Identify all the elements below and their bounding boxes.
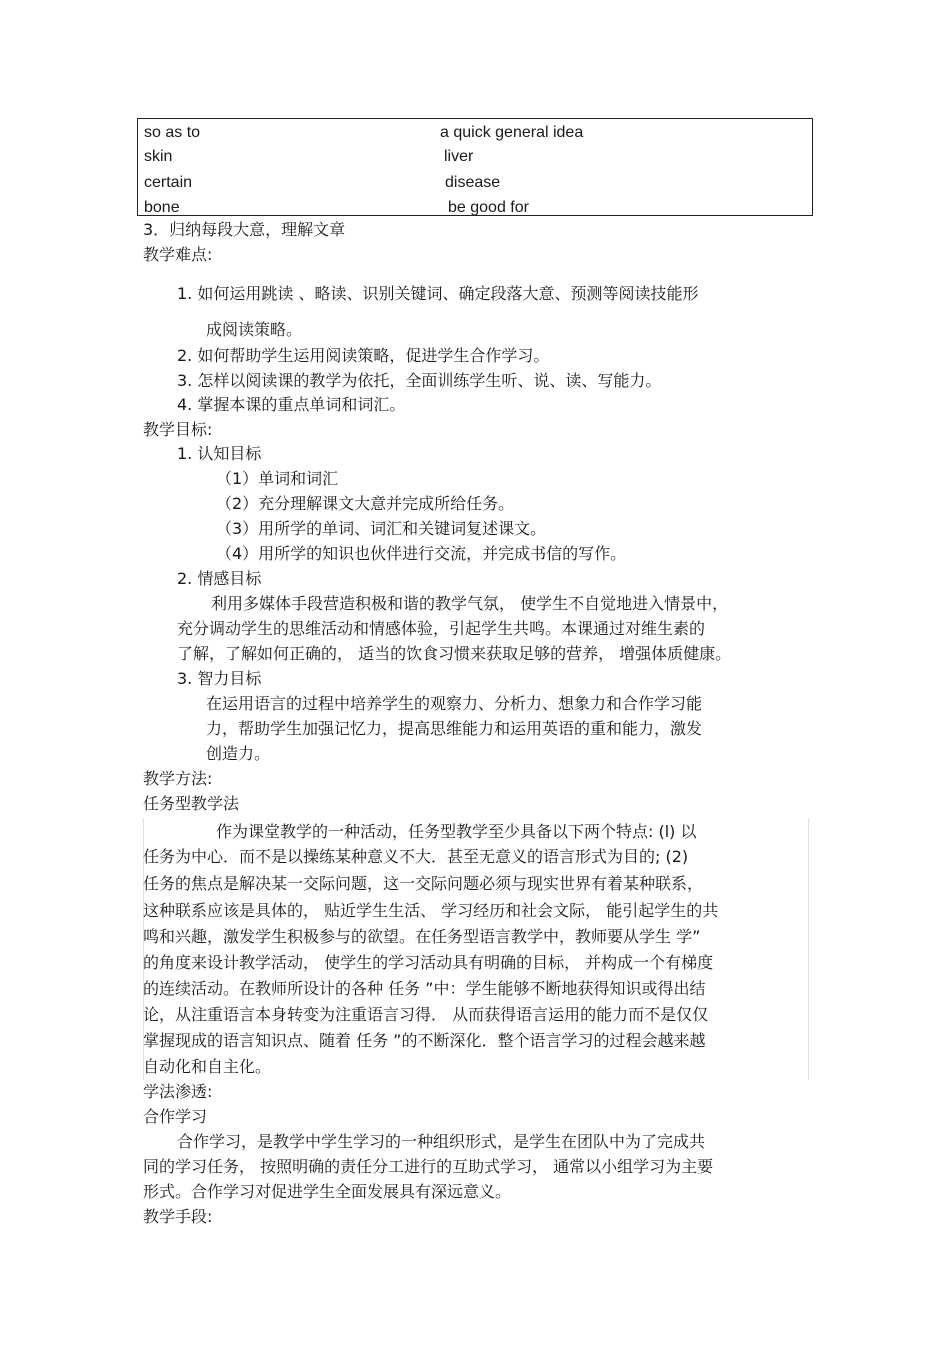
- paragraph-line: 这种联系应该是具体的， 贴近学生生活、 学习经历和社会文际， 能引起学生的共: [143, 901, 719, 920]
- paragraph-line: 论，从注重语言本身转变为注重语言习得． 从而获得语言运用的能力而不是仅仅: [143, 1005, 709, 1024]
- list-item: （1）单词和词汇: [216, 469, 339, 488]
- table-cell: liver: [444, 148, 474, 165]
- paragraph-line: 自动化和自主化。: [143, 1057, 272, 1076]
- paragraph-line: 合作学习，是教学中学生学习的一种组织形式，是学生在团队中为了完成共: [177, 1132, 706, 1151]
- list-item: 1. 如何运用跳读 、略读、识别关键词、确定段落大意、预测等阅读技能形: [177, 284, 699, 303]
- list-item: 1. 认知目标: [177, 444, 262, 463]
- method-name: 合作学习: [143, 1107, 208, 1126]
- list-item: （4）用所学的知识也伙伴进行交流，并完成书信的写作。: [216, 544, 627, 563]
- vocabulary-table: [137, 118, 813, 216]
- list-item: 2. 如何帮助学生运用阅读策略，促进学生合作学习。: [177, 346, 550, 365]
- table-cell: bone: [144, 199, 180, 216]
- paragraph-line: 力，帮助学生加强记忆力，提高思维能力和运用英语的重和能力，激发: [206, 719, 703, 738]
- paragraph-line: 了解，了解如何正确的， 适当的饮食习惯来获取足够的营养， 增强体质健康。: [177, 644, 732, 663]
- list-item: 3. 怎样以阅读课的教学为依托，全面训练学生听、说、读、写能力。: [177, 371, 662, 390]
- paragraph-line: 创造力。: [206, 744, 271, 763]
- list-item: 2. 情感目标: [177, 569, 262, 588]
- table-cell: a quick general idea: [440, 124, 584, 141]
- section-heading: 教学手段:: [143, 1207, 213, 1226]
- table-cell: disease: [445, 174, 501, 191]
- section-heading: 教学目标:: [143, 420, 213, 439]
- list-item: 4. 掌握本课的重点单词和词汇。: [177, 395, 406, 414]
- paragraph-line: 在运用语言的过程中培养学生的观察力、分析力、想象力和合作学习能: [206, 694, 703, 713]
- table-cell: certain: [144, 174, 193, 191]
- paragraph-line: 充分调动学生的思维活动和情感体验，引起学生共鸣。本课通过对维生素的: [177, 619, 706, 638]
- paragraph-line: 的连续活动。在教师所设计的各种 任务 ”中：学生能够不断地获得知识或得出结: [143, 979, 706, 998]
- table-cell: so as to: [144, 124, 201, 141]
- list-item: 3．归纳每段大意，理解文章: [143, 220, 346, 239]
- paragraph-line: 利用多媒体手段营造积极和谐的教学气氛， 使学生不自觉地进入情景中，: [211, 594, 729, 613]
- paragraph-line: 任务的焦点是解决某一交际问题，这一交际问题必须与现实世界有着某种联系，: [143, 874, 704, 893]
- list-item: （2）充分理解课文大意并完成所给任务。: [216, 494, 515, 513]
- section-heading: 教学难点:: [143, 245, 213, 264]
- section-heading: 学法渗透:: [143, 1082, 213, 1101]
- list-item: 3. 智力目标: [177, 669, 262, 688]
- section-heading: 教学方法:: [143, 769, 213, 788]
- method-name: 任务型教学法: [143, 794, 240, 813]
- paragraph-line: 掌握现成的语言知识点、随着 任务 ”的不断深化．整个语言学习的过程会越来越: [143, 1031, 706, 1050]
- table-cell: be good for: [448, 199, 529, 216]
- paragraph-line: 任务为中心．而不是以操练某种意义不大．甚至无意义的语言形式为目的; (2): [143, 847, 689, 866]
- list-item: 成阅读策略。: [206, 320, 303, 339]
- paragraph-line: 的角度来设计教学活动， 使学生的学习活动具有明确的目标， 并构成一个有梯度: [143, 953, 714, 972]
- paragraph-line: 同的学习任务， 按照明确的责任分工进行的互助式学习， 通常以小组学习为主要: [143, 1157, 714, 1176]
- paragraph-line: 形式。合作学习对促进学生全面发展具有深远意义。: [143, 1182, 512, 1201]
- paragraph-line: 鸣和兴趣，激发学生积极参与的欲望。在任务型语言教学中，教师要从学生 学”: [143, 927, 701, 946]
- table-cell: skin: [144, 148, 173, 165]
- list-item: （3）用所学的单词、词汇和关键词复述课文。: [216, 519, 547, 538]
- paragraph-line: 作为课堂教学的一种活动，任务型教学至少具备以下两个特点: (l) 以: [216, 822, 697, 841]
